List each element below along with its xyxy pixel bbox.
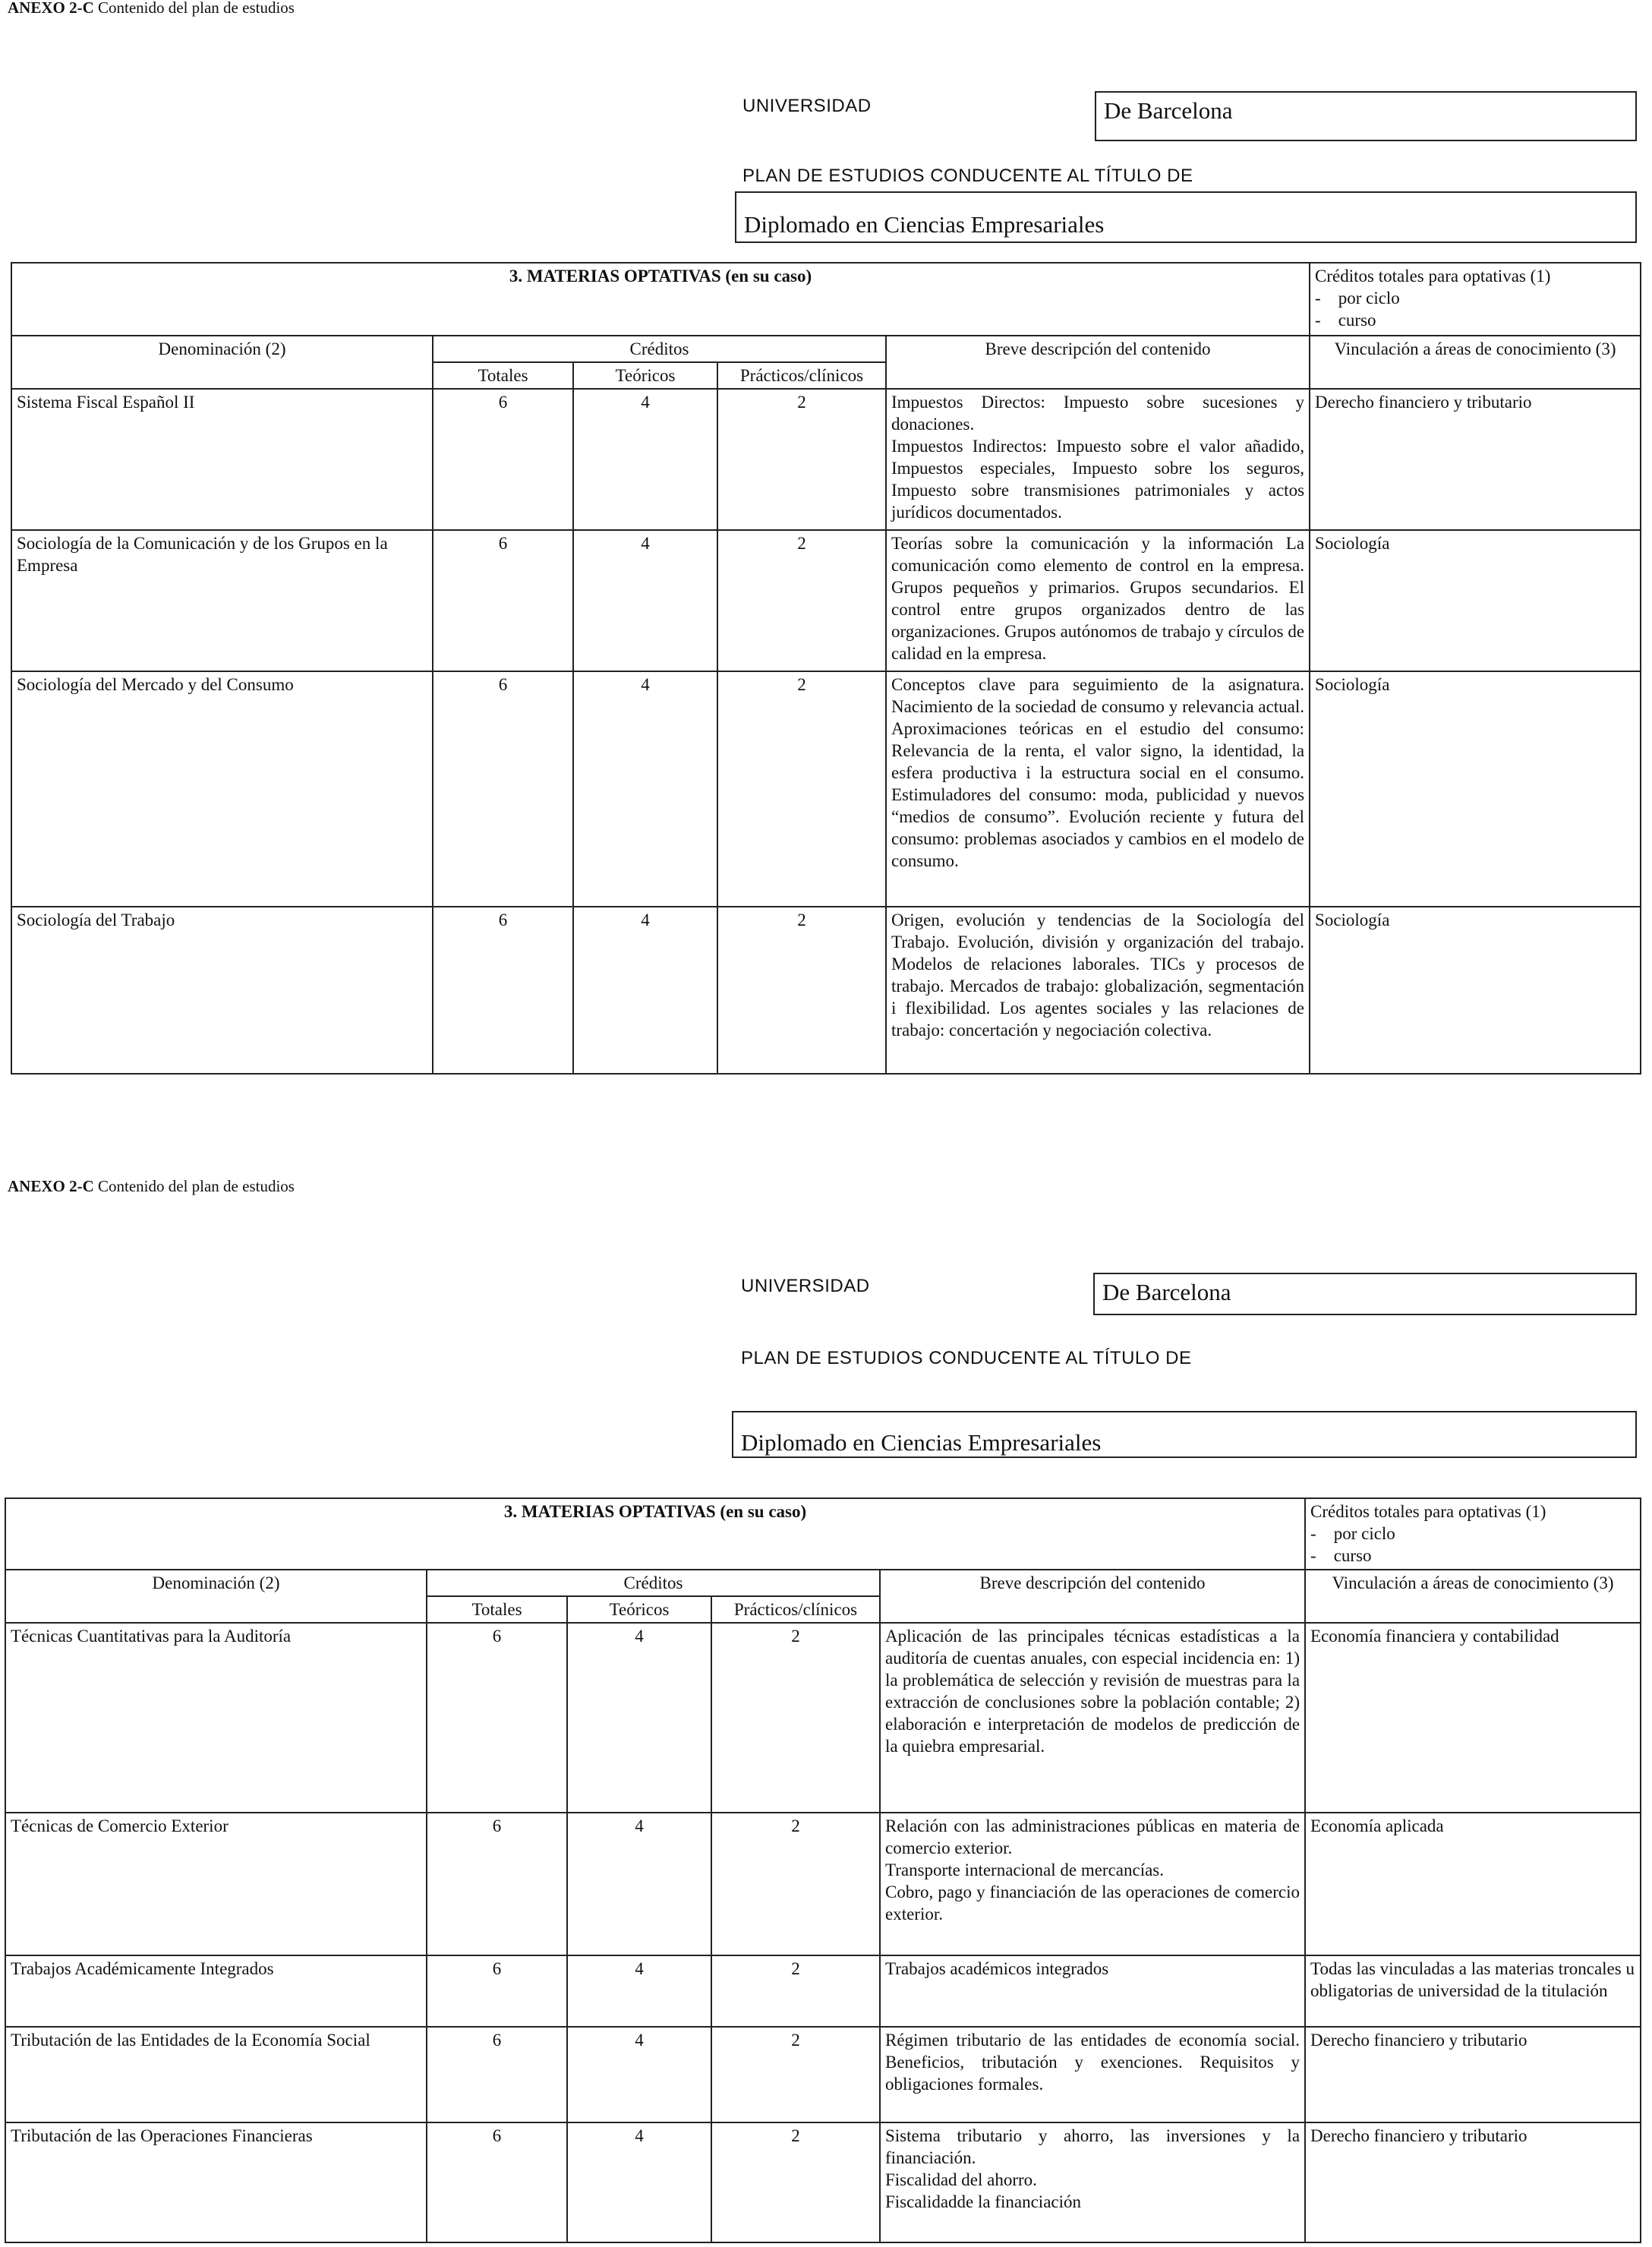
materia-area: Sociología [1310, 671, 1641, 907]
titulo-box: Diplomado en Ciencias Empresariales [735, 191, 1637, 243]
materia-descripcion: Impuestos Directos: Impuesto sobre sucesiones y donaciones. Impuestos Indirectos: Impuesto sobre el valor añadido, Impuestos especiales, Impuesto sobre los seguros, Impuesto sobre transmisiones patrimoniales y actos jurídicos documentados. [886, 389, 1310, 530]
table-row: Técnicas de Comercio Exterior 6 4 2 Relación con las administraciones públicas en materia de comercio exterior. Transporte internacional de mercancías. Cobro, pago y financiación de las operaciones de comercio exterior. Economía aplicada [5, 1813, 1641, 1955]
header-practicos: Prácticos/clínicos [717, 362, 886, 389]
header-practicos: Prácticos/clínicos [711, 1596, 880, 1623]
header-totales: Totales [427, 1596, 567, 1623]
universidad-label: UNIVERSIDAD [742, 96, 872, 116]
header-denominacion: Denominación (2) [5, 1570, 427, 1623]
materia-area: Sociología [1310, 530, 1641, 671]
materia-nombre: Sociología de la Comunicación y de los Grupos en la Empresa [11, 530, 433, 671]
header-breve: Breve descripción del contenido [886, 336, 1310, 389]
universidad-box: De Barcelona [1095, 91, 1637, 141]
materia-nombre: Técnicas Cuantitativas para la Auditoría [5, 1623, 427, 1813]
section-title: 3. MATERIAS OPTATIVAS (en su caso) [5, 1498, 1305, 1570]
materia-descripcion: Sistema tributario y ahorro, las inversiones y la financiación. Fiscalidad del ahorro. Fiscalidadde la financiación [880, 2122, 1305, 2242]
creditos-totales-cell: Créditos totales para optativas (1) - por ciclo - curso [1310, 263, 1641, 336]
materia-descripcion: Conceptos clave para seguimiento de la asignatura. Nacimiento de la sociedad de consumo y relevancia actual. Aproximaciones teóricas en el estudio del consumo: Relevancia de la renta, el valor signo, la identidad, la esfera productiva i la estructura social en el consumo. Estimuladores del consumo: moda, publicidad y nuevos “medios de consumo”. Evolución reciente y futura del consumo: problemas asociados y cambios en el modelo de consumo. [886, 671, 1310, 907]
table-row: Sociología de la Comunicación y de los Grupos en la Empresa 6 4 2 Teorías sobre la comunicación y la información La comunicación como elemento de control en la empresa. Grupos pequeños y primarios. Grupos secundarios. El control entre grupos organizados dentro de las organizaciones. Grupos autónomos de trabajo y círculos de calidad en la empresa. Sociología [11, 530, 1641, 671]
table-row: Técnicas Cuantitativas para la Auditoría 6 4 2 Aplicación de las principales técnicas estadísticas a la auditoría de cuentas anuales, con especial incidencia en: 1) la problemática de selección y revisión de muestras para la extracción de conclusiones sobre la población contable; 2) elaboración e interpretación de modelos de predicción de la quiebra empresarial. Economía financiera y contabilidad [5, 1623, 1641, 1813]
materia-area: Todas las vinculadas a las materias troncales u obligatorias de universidad de la titulación [1305, 1955, 1641, 2027]
materia-nombre: Sociología del Trabajo [11, 907, 433, 1074]
materia-nombre: Sistema Fiscal Español II [11, 389, 433, 530]
table-row: Sociología del Mercado y del Consumo 6 4 2 Conceptos clave para seguimiento de la asignatura. Nacimiento de la sociedad de consumo y relevancia actual. Aproximaciones teóricas en el estudio del consumo: Relevancia de la renta, el valor signo, la identidad, la esfera productiva i la estructura social en el consumo. Estimuladores del consumo: moda, publicidad y nuevos “medios de consumo”. Evolución reciente y futura del consumo: problemas asociados y cambios en el modelo de consumo. Sociología [11, 671, 1641, 907]
materia-descripcion: Régimen tributario de las entidades de economía social. Beneficios, tributación y exenciones. Requisitos y obligaciones formales. [880, 2027, 1305, 2122]
header-creditos: Créditos [427, 1570, 880, 1596]
materia-area: Sociología [1310, 907, 1641, 1074]
section-title: 3. MATERIAS OPTATIVAS (en su caso) [11, 263, 1310, 336]
materia-descripcion: Trabajos académicos integrados [880, 1955, 1305, 2027]
materias-table [5, 1497, 1641, 2243]
titulo-box: Diplomado en Ciencias Empresariales [732, 1411, 1637, 1458]
table-row: Sociología del Trabajo 6 4 2 Origen, evolución y tendencias de la Sociología del Trabajo. Evolución, división y organización del trabajo. Modelos de relaciones laborales. TICs y procesos de trabajo. Mercados de trabajo: globalización, segmentación i flexibilidad. Los agentes sociales y las relaciones de trabajo: concertación y negociación colectiva. Sociología [11, 907, 1641, 1074]
materia-descripcion: Aplicación de las principales técnicas estadísticas a la auditoría de cuentas anuales, con especial incidencia en: 1) la problemática de selección y revisión de muestras para la extracción de conclusiones sobre la población contable; 2) elaboración e interpretación de modelos de predicción de la quiebra empresarial. [880, 1623, 1305, 1813]
materia-descripcion: Teorías sobre la comunicación y la información La comunicación como elemento de control en la empresa. Grupos pequeños y primarios. Grupos secundarios. El control entre grupos organizados dentro de las organizaciones. Grupos autónomos de trabajo y círculos de calidad en la empresa. [886, 530, 1310, 671]
plan-label: PLAN DE ESTUDIOS CONDUCENTE AL TÍTULO DE [741, 1348, 1192, 1368]
header-teoricos: Teóricos [567, 1596, 711, 1623]
materia-nombre: Trabajos Académicamente Integrados [5, 1955, 427, 2027]
materia-area: Derecho financiero y tributario [1305, 2122, 1641, 2242]
annex-heading: ANEXO 2-C Contenido del plan de estudios [8, 0, 295, 17]
materia-descripcion: Origen, evolución y tendencias de la Sociología del Trabajo. Evolución, división y organización del trabajo. Modelos de relaciones laborales. TICs y procesos de trabajo. Mercados de trabajo: globalización, segmentación i flexibilidad. Los agentes sociales y las relaciones de trabajo: concertación y negociación colectiva. [886, 907, 1310, 1074]
materia-area: Economía financiera y contabilidad [1305, 1623, 1641, 1813]
header-teoricos: Teóricos [573, 362, 717, 389]
materia-area: Derecho financiero y tributario [1310, 389, 1641, 530]
materia-area: Derecho financiero y tributario [1305, 2027, 1641, 2122]
header-vinculacion: Vinculación a áreas de conocimiento (3) [1305, 1570, 1641, 1623]
materia-descripcion: Relación con las administraciones públicas en materia de comercio exterior. Transporte internacional de mercancías. Cobro, pago y financiación de las operaciones de comercio exterior. [880, 1813, 1305, 1955]
table-row: Tributación de las Operaciones Financieras 6 4 2 Sistema tributario y ahorro, las inversiones y la financiación. Fiscalidad del ahorro. Fiscalidadde la financiación Derecho financiero y tributario [5, 2122, 1641, 2242]
materia-nombre: Sociología del Mercado y del Consumo [11, 671, 433, 907]
universidad-box: De Barcelona [1093, 1273, 1637, 1315]
table-row: Trabajos Académicamente Integrados 6 4 2 Trabajos académicos integrados Todas las vinculadas a las materias troncales u obligatorias de universidad de la titulación [5, 1955, 1641, 2027]
table-row: Sistema Fiscal Español II 6 4 2 Impuestos Directos: Impuesto sobre sucesiones y donaciones. Impuestos Indirectos: Impuesto sobre el valor añadido, Impuestos especiales, Impuesto sobre los seguros, Impuesto sobre transmisiones patrimoniales y actos jurídicos documentados. Derecho financiero y tributario [11, 389, 1641, 530]
universidad-label: UNIVERSIDAD [741, 1276, 870, 1296]
table-row: Tributación de las Entidades de la Economía Social 6 4 2 Régimen tributario de las entidades de economía social. Beneficios, tributación y exenciones. Requisitos y obligaciones formales. Derecho financiero y tributario [5, 2027, 1641, 2122]
materia-nombre: Tributación de las Operaciones Financieras [5, 2122, 427, 2242]
materias-table [11, 262, 1641, 1075]
materia-nombre: Tributación de las Entidades de la Economía Social [5, 2027, 427, 2122]
annex-heading: ANEXO 2-C Contenido del plan de estudios [8, 1177, 295, 1195]
header-denominacion: Denominación (2) [11, 336, 433, 389]
materia-area: Economía aplicada [1305, 1813, 1641, 1955]
header-totales: Totales [433, 362, 573, 389]
header-creditos: Créditos [433, 336, 886, 362]
plan-label: PLAN DE ESTUDIOS CONDUCENTE AL TÍTULO DE [742, 166, 1193, 186]
creditos-totales-cell: Créditos totales para optativas (1) - por ciclo - curso [1305, 1498, 1641, 1570]
header-vinculacion: Vinculación a áreas de conocimiento (3) [1310, 336, 1641, 389]
materia-nombre: Técnicas de Comercio Exterior [5, 1813, 427, 1955]
header-breve: Breve descripción del contenido [880, 1570, 1305, 1623]
